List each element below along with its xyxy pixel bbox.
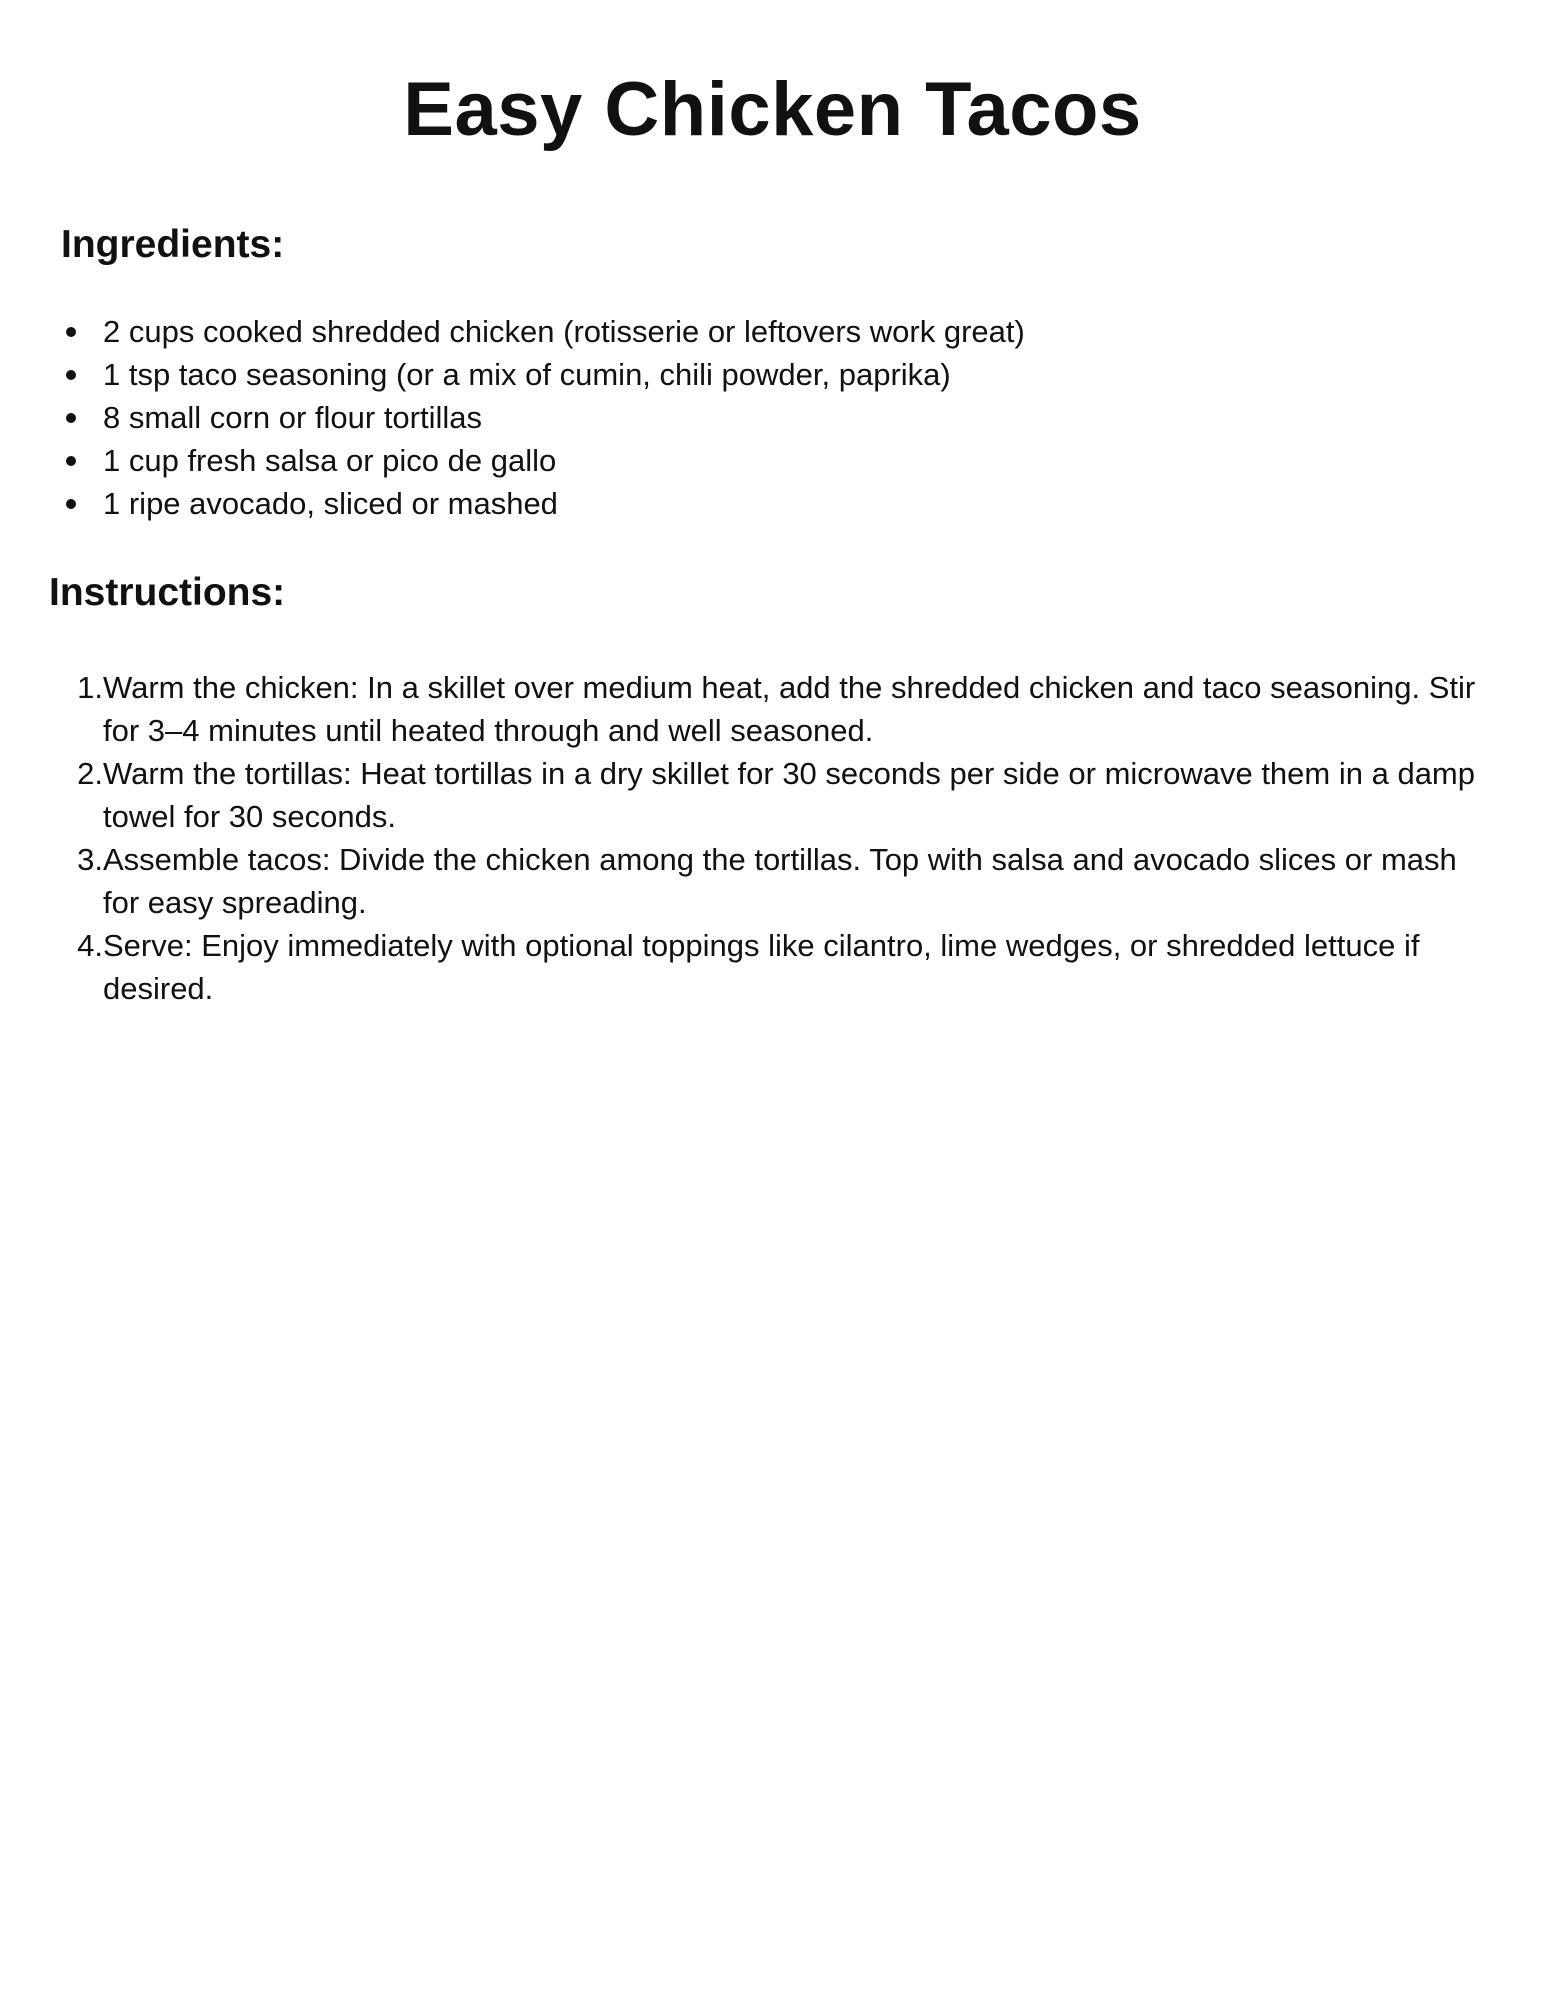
ingredient-text: 1 ripe avocado, sliced or mashed [103, 486, 558, 521]
instruction-step [70, 666, 1490, 752]
instruction-step [70, 924, 1490, 1010]
instructions-list [70, 666, 1490, 1010]
ingredients-list [63, 310, 1483, 525]
ingredient-item [63, 439, 1483, 482]
step-number: 1. [77, 670, 103, 705]
ingredient-item [63, 353, 1483, 396]
ingredient-item [63, 310, 1483, 353]
step-text: Serve: Enjoy immediately with optional toppings like cilantro, lime wedges, or shredded lettuce if desired. [103, 928, 1420, 1006]
ingredient-text: 2 cups cooked shredded chicken (rotisserie or leftovers work great) [103, 314, 1025, 349]
ingredients-heading: Ingredients: [61, 223, 285, 266]
bullet-icon [66, 327, 76, 337]
bullet-icon [66, 370, 76, 380]
page-title: Easy Chicken Tacos [403, 67, 1142, 152]
ingredient-text: 1 cup fresh salsa or pico de gallo [103, 443, 557, 478]
ingredient-item [63, 482, 1483, 525]
bullet-icon [66, 499, 76, 509]
ingredient-text: 1 tsp taco seasoning (or a mix of cumin, chili powder, paprika) [103, 357, 951, 392]
ingredient-item [63, 396, 1483, 439]
step-number: 3. [77, 842, 103, 877]
step-number: 2. [77, 756, 103, 791]
ingredient-text: 8 small corn or flour tortillas [103, 400, 483, 435]
instruction-step [70, 752, 1490, 838]
step-number: 4. [77, 928, 103, 963]
instruction-step [70, 838, 1490, 924]
instructions-heading: Instructions: [49, 571, 286, 614]
bullet-icon [66, 413, 76, 423]
step-text: Warm the tortillas: Heat tortillas in a dry skillet for 30 seconds per side or microwave them in a damp towel for 30 seconds. [103, 756, 1475, 834]
step-text: Warm the chicken: In a skillet over medium heat, add the shredded chicken and taco seasoning. Stir for 3–4 minutes until heated through and well seasoned. [103, 670, 1476, 748]
bullet-icon [66, 456, 76, 466]
step-text: Assemble tacos: Divide the chicken among the tortillas. Top with salsa and avocado slices or mash for easy spreading. [103, 842, 1457, 920]
